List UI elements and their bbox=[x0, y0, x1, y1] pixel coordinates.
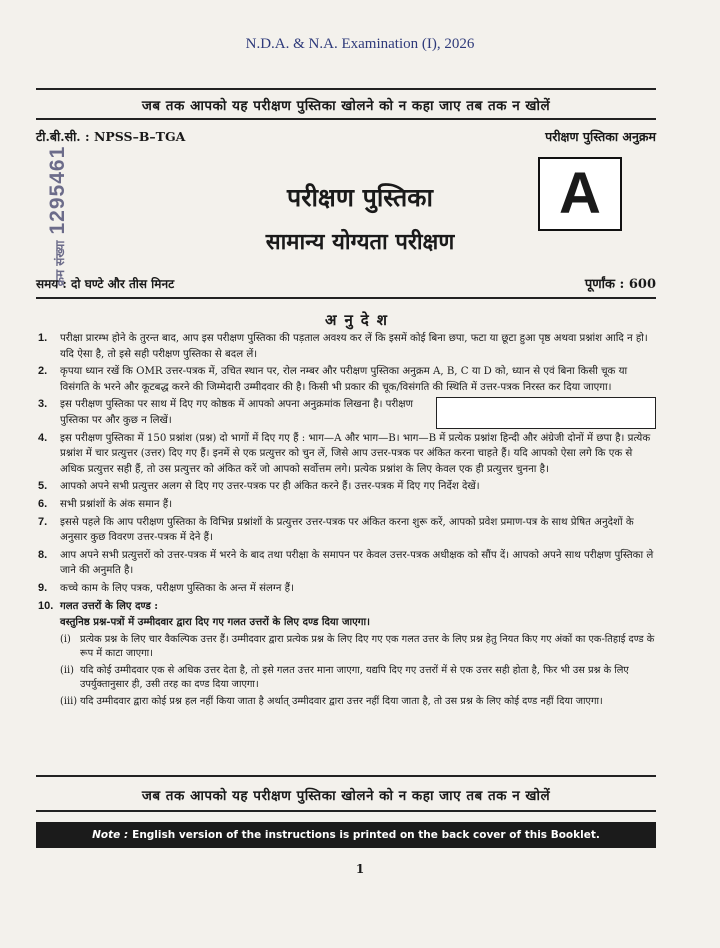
instructions-list bbox=[36, 331, 658, 712]
instruction-text: इस परीक्षण पुस्तिका पर साथ में दिए गए कोष्ठक में आपको अपना अनुक्रमांक लिखना है। परीक्षण पुस्तिका पर और कुछ न लिखें। bbox=[60, 399, 413, 426]
penalty-number: (i) bbox=[60, 633, 71, 645]
time-allowed: समय : दो घण्टे और तीस मिनट bbox=[36, 277, 175, 291]
instruction-text: सभी प्रश्नांशों के अंक समान हैं। bbox=[60, 498, 173, 510]
penalty-text: प्रत्येक प्रश्न के लिए चार वैकल्पिक उत्तर हैं। उम्मीदवार द्वारा प्रत्येक प्रश्न के लिए दिए गए एक गलत उत्तर के लिए प्रश्न हेतु नियत किए गए अंकों का एक-तिहाई दण्ड के रूप में काटा जाएगा। bbox=[80, 633, 655, 660]
instruction-item bbox=[36, 515, 658, 546]
instruction-item bbox=[36, 431, 658, 478]
instruction-text: इससे पहले कि आप परीक्षण पुस्तिका के विभिन्न प्रश्नांशों के प्रत्युत्तर उत्तर-पत्रक पर अंकित करना शुरू करें, आपको प्रवेश प्रमाण-पत्र के साथ प्रेषित अनुदेशों के अनुसार कुछ विवरण उत्तर-पत्रक में देने हैं। bbox=[60, 516, 634, 544]
instruction-number: 9. bbox=[38, 581, 48, 594]
instruction-item bbox=[36, 581, 658, 597]
series-letter: A bbox=[559, 161, 601, 226]
penalty-text: यदि उम्मीदवार द्वारा कोई प्रश्न हल नहीं किया जाता है अर्थात् उम्मीदवार द्वारा उत्तर नहीं दिया जाता है, तो उस प्रश्न के लिए कोई दण्ड नहीं दिया जाएगा। bbox=[80, 696, 603, 708]
instruction-text: आपको अपने सभी प्रत्युत्तर अलग से दिए गए उत्तर-पत्रक पर ही अंकित करने हैं। उत्तर-पत्रक में दिए गए निर्देश देखें। bbox=[60, 481, 480, 493]
exam-header: N.D.A. & N.A. Examination (I), 2026 bbox=[245, 36, 475, 52]
instruction-number: 4. bbox=[38, 431, 48, 444]
penalty-item bbox=[60, 633, 658, 662]
penalty-item bbox=[60, 695, 658, 710]
instruction-item bbox=[36, 331, 658, 362]
instruction-item bbox=[36, 599, 658, 710]
instruction-number: 2. bbox=[38, 365, 48, 378]
booklet-title: परीक्षण पुस्तिका bbox=[287, 183, 433, 212]
roll-number-box[interactable] bbox=[436, 397, 656, 429]
note-label: Note : bbox=[92, 829, 129, 841]
penalty-number: (iii) bbox=[60, 696, 78, 708]
series-label: परीक्षण पुस्तिका अनुक्रम bbox=[545, 129, 656, 144]
instruction-text: गलत उत्तरों के लिए दण्ड : bbox=[60, 599, 159, 612]
instruction-number: 5. bbox=[38, 480, 48, 493]
top-banner-rule bbox=[36, 118, 656, 120]
penalty-item bbox=[60, 664, 658, 693]
instructions-heading: अनुदेश bbox=[325, 311, 395, 329]
instruction-number: 8. bbox=[38, 548, 48, 561]
instruction-number: 10. bbox=[38, 599, 54, 612]
subject-title: सामान्य योग्यता परीक्षण bbox=[265, 229, 455, 255]
instruction-text: कृपया ध्यान रखें कि OMR उत्तर-पत्रक में, उचित स्थान पर, रोल नम्बर और परीक्षण पुस्तिका अनुक्रम A, B, C या D को, ध्यान से एवं बिना किसी चूक या विसंगति के भरने और कूटबद्ध करने की जिम्मेदारी उम्मीदवार की है। किसी भी प्रकार की चूक/विसंगति की स्थिति में उत्तर-पत्रक निरस्त कर दिया जाएगा। bbox=[60, 366, 628, 393]
penalty-text: यदि कोई उम्मीदवार एक से अधिक उत्तर देता है, तो इसे गलत उत्तर माना जाएगा, यद्यपि दिए गए उत्तरों में से एक उत्तर सही होता है, फिर भी उस प्रश्न के लिए उपर्युक्तानुसार ही, उसी तरह का दण्ड दिया जाएगा। bbox=[80, 664, 629, 691]
instruction-text: इस परीक्षण पुस्तिका में 150 प्रश्नांश (प्रश्न) दो भागों में दिए गए हैं : भाग—A और भाग—B। भाग—B में प्रत्येक प्रश्नांश हिन्दी और अंग्रेजी दोनों में छपा है। प्रत्येक प्रश्नांश में चार प्रत्युत्तर (उत्तर) दिए गए हैं। इनमें से एक प्रत्युत्तर को चुन लें, जिसे आप उत्तर-पत्रक पर अंकित करना चाहते हैं। यदि आपको ऐसा लगे कि एक से अधिक प्रत्युत्तर सही हैं, तो उस प्रत्युत्तर को अंकित करें जो आपको सर्वोत्तम लगे। प्रत्येक प्रश्नांश के लिए केवल एक ही प्रत्युत्तर चुनना है। bbox=[60, 432, 651, 475]
penalty-number: (ii) bbox=[60, 664, 74, 676]
penalty-intro: वस्तुनिष्ठ प्रश्न-पत्रों में उम्मीदवार द्वारा दिए गए गलत उत्तरों के लिए दण्ड दिया जाएगा। bbox=[60, 616, 371, 629]
serial-label: क्रम संख्या bbox=[53, 240, 67, 287]
maximum-marks: पूर्णांक : 600 bbox=[584, 277, 656, 292]
bottom-banner: जब तक आपको यह परीक्षण पुस्तिका खोलने को न कहा जाए तब तक न खोलें bbox=[141, 788, 551, 804]
bottom-banner-rule bbox=[36, 775, 656, 777]
series-letter-box bbox=[538, 157, 622, 231]
instruction-number: 7. bbox=[38, 515, 48, 528]
top-rule bbox=[36, 88, 656, 90]
tbc-code: टी.बी.सी. : NPSS–B–TGA bbox=[36, 129, 186, 144]
instructions-rule bbox=[36, 297, 656, 299]
instruction-item bbox=[36, 397, 658, 428]
bottom-rule bbox=[36, 810, 656, 812]
instruction-number: 6. bbox=[38, 497, 48, 510]
page-number: 1 bbox=[355, 862, 365, 876]
instruction-text: कच्चे काम के लिए पत्रक, परीक्षण पुस्तिका के अन्त में संलग्न हैं। bbox=[60, 582, 294, 594]
top-banner: जब तक आपको यह परीक्षण पुस्तिका खोलने को न कहा जाए तब तक न खोलें bbox=[141, 98, 551, 114]
note-text: English version of the instructions is printed on the back cover of this Booklet. bbox=[132, 829, 600, 841]
instruction-text: आप अपने सभी प्रत्युत्तरों को उत्तर-पत्रक में भरने के बाद तथा परीक्षा के समापन पर केवल उत्तर-पत्रक अधीक्षक को सौंप दें। आपको अपने साथ परीक्षण पुस्तिका ले जाने की अनुमति है। bbox=[60, 549, 654, 577]
english-note-bar bbox=[36, 822, 656, 848]
instruction-item bbox=[36, 479, 658, 495]
instruction-text: परीक्षा प्रारम्भ होने के तुरन्त बाद, आप इस परीक्षण पुस्तिका की पड़ताल अवश्य कर लें कि इसमें कोई बिना छपा, फटा या छूटा हुआ पृष्ठ अथवा प्रश्नांश आदि न हो। यदि ऐसा है, तो इसे सही परीक्षण पुस्तिका से बदल लें। bbox=[60, 333, 648, 360]
instruction-number: 1. bbox=[38, 332, 48, 344]
instruction-number: 3. bbox=[38, 398, 48, 411]
serial-value: 1295461 bbox=[46, 145, 69, 235]
instruction-item bbox=[36, 497, 658, 513]
instruction-item bbox=[36, 548, 658, 579]
instruction-item bbox=[36, 364, 658, 395]
